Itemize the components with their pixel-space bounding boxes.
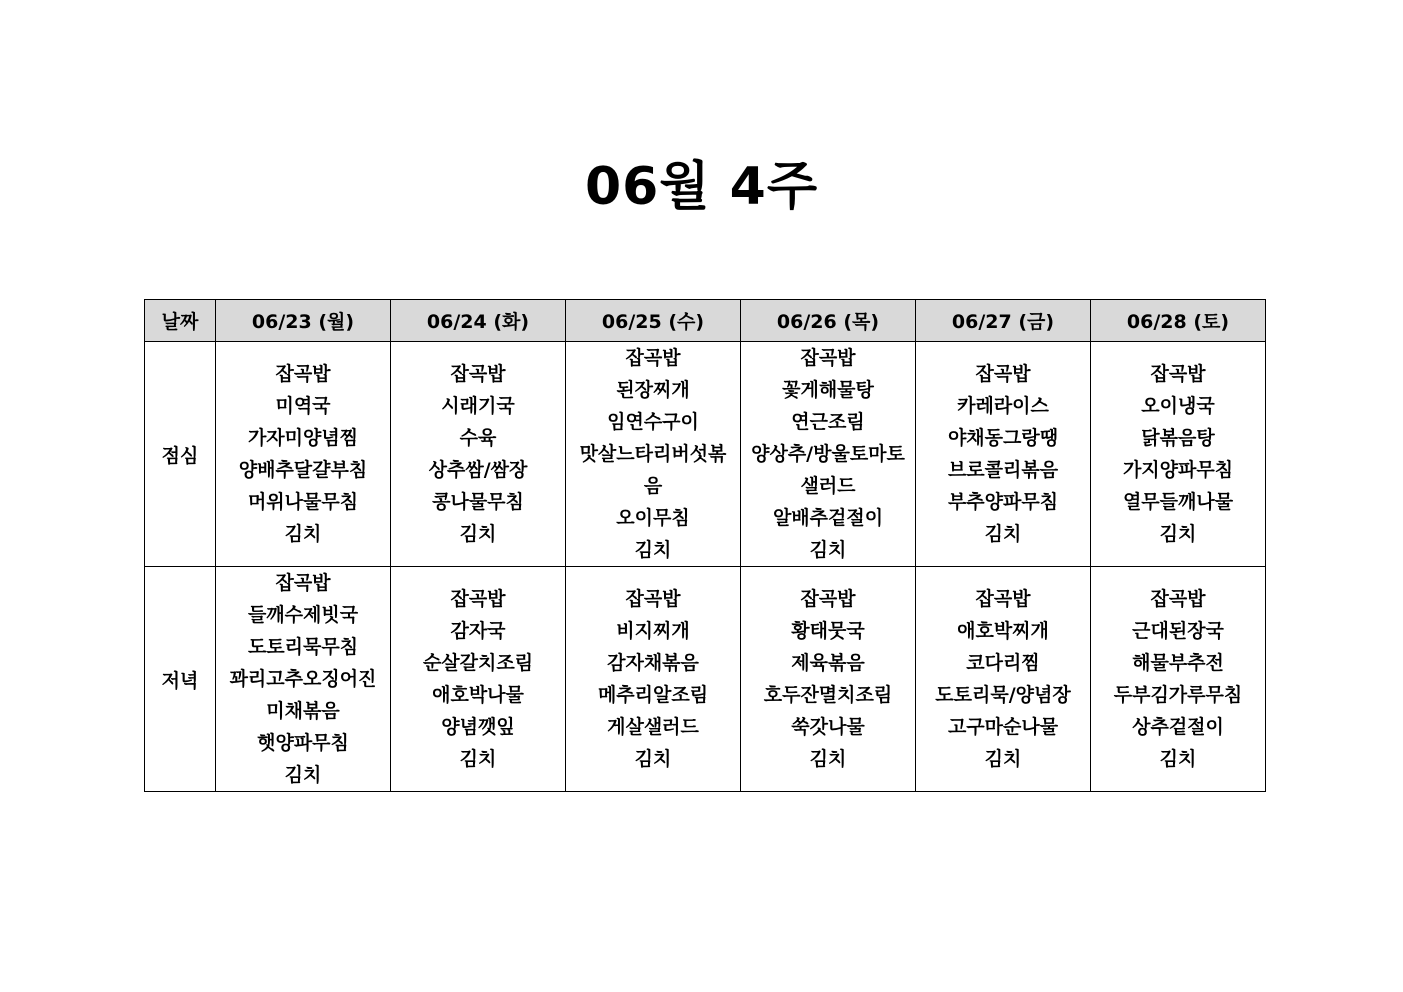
menu-item: 잡곡밥 xyxy=(975,588,1031,610)
lunch-row xyxy=(145,342,1266,567)
menu-item: 상추쌈/쌈장 xyxy=(428,459,528,481)
menu-item: 김치 xyxy=(809,539,847,561)
menu-item: 잡곡밥 xyxy=(800,588,856,610)
menu-item: 오이무침 xyxy=(616,507,690,529)
meal-label: 점심 xyxy=(145,342,216,567)
menu-item: 애호박찌개 xyxy=(957,620,1049,642)
menu-item: 잡곡밥 xyxy=(1150,588,1206,610)
menu-item: 양상추/방울토마토 xyxy=(751,443,905,465)
menu-cell xyxy=(216,567,391,792)
menu-item: 임연수구이 xyxy=(607,411,699,433)
menu-cell xyxy=(741,342,916,567)
menu-item: 도토리묵/양념장 xyxy=(935,684,1071,706)
menu-item: 꽃게해물탕 xyxy=(782,379,874,401)
meal-label: 저녁 xyxy=(145,567,216,792)
menu-item: 김치 xyxy=(634,539,672,561)
menu-cell xyxy=(216,342,391,567)
menu-item: 김치 xyxy=(984,748,1022,770)
menu-item: 미역국 xyxy=(275,395,331,417)
menu-item: 도토리묵무침 xyxy=(247,636,359,658)
meal-schedule-table xyxy=(144,299,1266,792)
menu-item: 게살샐러드 xyxy=(607,716,699,738)
menu-cell xyxy=(916,342,1091,567)
menu-item: 미채볶음 xyxy=(266,700,340,722)
menu-item: 고구마순나물 xyxy=(947,716,1059,738)
menu-item: 양배추달걀부침 xyxy=(238,459,368,481)
menu-item: 김치 xyxy=(1159,523,1197,545)
menu-item: 닭볶음탕 xyxy=(1141,427,1215,449)
menu-item: 제육볶음 xyxy=(791,652,865,674)
menu-item: 야채동그랑땡 xyxy=(947,427,1059,449)
menu-item: 맛살느타리버섯볶 xyxy=(579,443,727,465)
day-header: 06/24 (화) xyxy=(391,300,566,342)
menu-item: 잡곡밥 xyxy=(975,363,1031,385)
menu-item: 호두잔멸치조림 xyxy=(763,684,893,706)
menu-item: 알배추겉절이 xyxy=(772,507,884,529)
menu-item: 열무들깨나물 xyxy=(1122,491,1234,513)
menu-cell xyxy=(566,342,741,567)
menu-item: 수육 xyxy=(459,427,497,449)
menu-item: 된장찌개 xyxy=(616,379,690,401)
menu-item: 잡곡밥 xyxy=(450,588,506,610)
menu-item: 감자국 xyxy=(450,620,506,642)
menu-item: 김치 xyxy=(809,748,847,770)
dinner-row xyxy=(145,567,1266,792)
menu-item: 잡곡밥 xyxy=(275,572,331,594)
menu-item: 양념깻잎 xyxy=(441,716,515,738)
menu-cell xyxy=(741,567,916,792)
header-row xyxy=(145,300,1266,342)
menu-item: 가지양파무침 xyxy=(1122,459,1234,481)
menu-item: 잡곡밥 xyxy=(625,588,681,610)
menu-item: 김치 xyxy=(984,523,1022,545)
menu-item: 가자미양념찜 xyxy=(247,427,359,449)
menu-item: 잡곡밥 xyxy=(625,347,681,369)
menu-cell xyxy=(391,342,566,567)
menu-item: 머위나물무침 xyxy=(247,491,359,513)
menu-cell xyxy=(916,567,1091,792)
menu-item: 꽈리고추오징어진 xyxy=(229,668,377,690)
menu-item: 카레라이스 xyxy=(957,395,1049,417)
menu-item: 음 xyxy=(643,475,663,497)
menu-item: 상추겉절이 xyxy=(1132,716,1224,738)
day-header: 06/27 (금) xyxy=(916,300,1091,342)
menu-item: 감자채볶음 xyxy=(607,652,699,674)
menu-item: 황태뭇국 xyxy=(791,620,865,642)
menu-item: 해물부추전 xyxy=(1132,652,1224,674)
menu-item: 샐러드 xyxy=(800,475,856,497)
date-column-header: 날짜 xyxy=(145,300,216,342)
menu-item: 코다리찜 xyxy=(966,652,1040,674)
menu-item: 햇양파무침 xyxy=(257,732,349,754)
day-header: 06/28 (토) xyxy=(1091,300,1266,342)
menu-item: 김치 xyxy=(1159,748,1197,770)
menu-item: 김치 xyxy=(284,764,322,786)
menu-cell xyxy=(391,567,566,792)
menu-item: 잡곡밥 xyxy=(275,363,331,385)
menu-item: 김치 xyxy=(459,523,497,545)
menu-item: 잡곡밥 xyxy=(450,363,506,385)
menu-item: 두부김가루무침 xyxy=(1113,684,1243,706)
menu-item: 브로콜리볶음 xyxy=(947,459,1059,481)
menu-item: 김치 xyxy=(284,523,322,545)
menu-item: 김치 xyxy=(459,748,497,770)
menu-item: 근대된장국 xyxy=(1132,620,1224,642)
day-header: 06/26 (목) xyxy=(741,300,916,342)
menu-item: 김치 xyxy=(634,748,672,770)
menu-item: 애호박나물 xyxy=(432,684,524,706)
menu-item: 오이냉국 xyxy=(1141,395,1215,417)
menu-item: 콩나물무침 xyxy=(432,491,524,513)
menu-item: 메추리알조림 xyxy=(597,684,709,706)
day-header: 06/25 (수) xyxy=(566,300,741,342)
menu-item: 시래기국 xyxy=(441,395,515,417)
menu-cell xyxy=(1091,567,1266,792)
day-header: 06/23 (월) xyxy=(216,300,391,342)
menu-item: 부추양파무침 xyxy=(947,491,1059,513)
menu-item: 잡곡밥 xyxy=(1150,363,1206,385)
menu-item: 비지찌개 xyxy=(616,620,690,642)
menu-item: 순살갈치조림 xyxy=(422,652,534,674)
menu-item: 들깨수제빗국 xyxy=(247,604,359,626)
menu-cell xyxy=(566,567,741,792)
page-title: 06월 4주 xyxy=(584,157,819,217)
menu-item: 쑥갓나물 xyxy=(791,716,865,738)
menu-cell xyxy=(1091,342,1266,567)
menu-item: 잡곡밥 xyxy=(800,347,856,369)
menu-item: 연근조림 xyxy=(791,411,865,433)
